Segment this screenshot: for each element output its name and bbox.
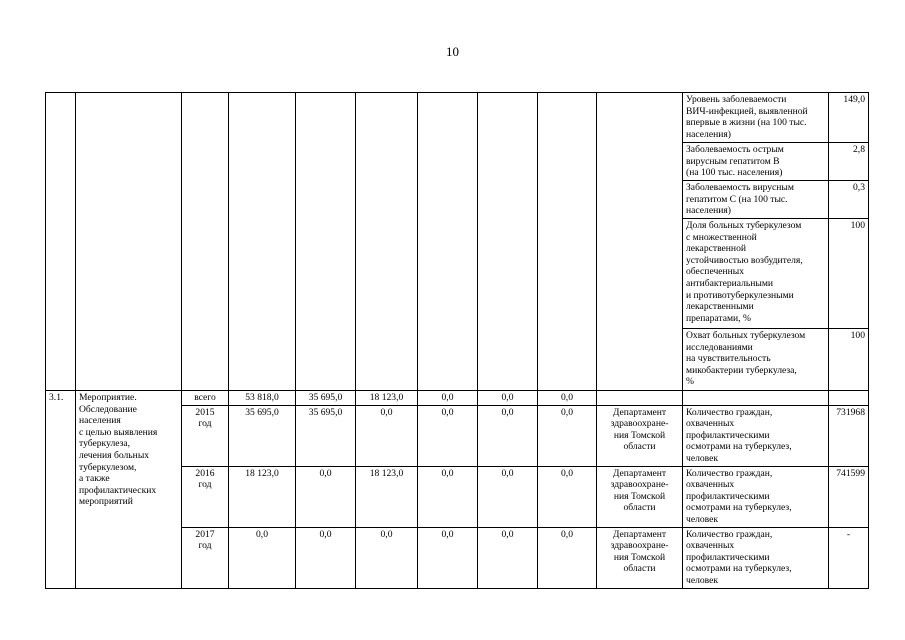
value-cell: 0,0	[418, 527, 478, 588]
value-cell: 0,0	[356, 527, 418, 588]
executor-empty	[597, 391, 683, 406]
indicator-value: 2,8	[829, 143, 869, 181]
indicator-text: Количество граждан, охваченных профилактическими осмотрами на туберкулез, человек	[683, 466, 829, 527]
indicator-value: 0,3	[829, 181, 869, 219]
period-total: всего	[182, 391, 229, 406]
indicator-text: Уровень заболеваемости ВИЧ-инфекцией, выявленной впервые в жизни (на 100 тыс. населения)	[683, 93, 829, 143]
cell-v5-empty	[478, 93, 538, 391]
value-cell: 53 818,0	[229, 391, 296, 406]
executor: Департамент здравоохране- ния Томской области	[597, 466, 683, 527]
cell-period-empty	[182, 93, 229, 391]
value-cell: 35 695,0	[229, 405, 296, 466]
cell-v1-empty	[229, 93, 296, 391]
measure-name: Мероприятие. Обследование населения с целью выявления туберкулеза, лечения больных туберкулезом, а также профилактических мероприятий	[76, 391, 182, 589]
cell-v6-empty	[538, 93, 597, 391]
indicator-text: Охват больных туберкулезом исследованиями на чувствительность микобактерии туберкулеза, %	[683, 329, 829, 391]
value-cell: 0,0	[478, 405, 538, 466]
table-row	[46, 391, 869, 406]
indicator-value: 741599	[829, 466, 869, 527]
value-cell: 0,0	[478, 391, 538, 406]
indicator-text: Заболеваемость вирусным гепатитом С (на 100 тыс. населения)	[683, 181, 829, 219]
cell-v4-empty	[418, 93, 478, 391]
indicator-empty	[683, 391, 829, 406]
period-year: 2017 год	[182, 527, 229, 588]
indicator-text: Доля больных туберкулезом с множественной лекарственной устойчивостью возбудителя, обеспеченных антибактериальными и противотуберкулезными лекарственными препаратами, %	[683, 219, 829, 329]
value-cell: 0,0	[538, 466, 597, 527]
period-year: 2016 год	[182, 466, 229, 527]
value-cell: 18 123,0	[356, 391, 418, 406]
value-cell: 35 695,0	[296, 391, 356, 406]
cell-v3-empty	[356, 93, 418, 391]
indicator-value: -	[829, 527, 869, 588]
executor: Департамент здравоохране- ния Томской области	[597, 405, 683, 466]
value-cell: 18 123,0	[356, 466, 418, 527]
indicator-value: 149,0	[829, 93, 869, 143]
value-cell: 0,0	[538, 527, 597, 588]
cell-v2-empty	[296, 93, 356, 391]
indicator-value: 100	[829, 219, 869, 329]
cell-executor-empty	[597, 93, 683, 391]
executor: Департамент здравоохране- ния Томской области	[597, 527, 683, 588]
period-year: 2015 год	[182, 405, 229, 466]
value-cell: 0,0	[418, 391, 478, 406]
program-table	[45, 92, 869, 589]
value-cell: 0,0	[418, 466, 478, 527]
value-cell: 18 123,0	[229, 466, 296, 527]
value-cell: 0,0	[478, 466, 538, 527]
value-cell: 0,0	[296, 527, 356, 588]
page-number: 10	[446, 44, 459, 59]
indicator-text: Заболеваемость острым вирусным гепатитом В (на 100 тыс. населения)	[683, 143, 829, 181]
value-cell: 0,0	[229, 527, 296, 588]
table-row	[46, 93, 869, 143]
indicator-value-empty	[829, 391, 869, 406]
indicator-value: 731968	[829, 405, 869, 466]
value-cell: 0,0	[418, 405, 478, 466]
indicator-value: 100	[829, 329, 869, 391]
value-cell: 0,0	[356, 405, 418, 466]
value-cell: 0,0	[538, 405, 597, 466]
value-cell: 0,0	[478, 527, 538, 588]
indicator-text: Количество граждан, охваченных профилактическими осмотрами на туберкулез, человек	[683, 527, 829, 588]
value-cell: 0,0	[296, 466, 356, 527]
cell-number-empty	[46, 93, 76, 391]
value-cell: 35 695,0	[296, 405, 356, 466]
measure-number: 3.1.	[46, 391, 76, 589]
indicator-text: Количество граждан, охваченных профилактическими осмотрами на туберкулез, человек	[683, 405, 829, 466]
cell-name-empty	[76, 93, 182, 391]
value-cell: 0,0	[538, 391, 597, 406]
